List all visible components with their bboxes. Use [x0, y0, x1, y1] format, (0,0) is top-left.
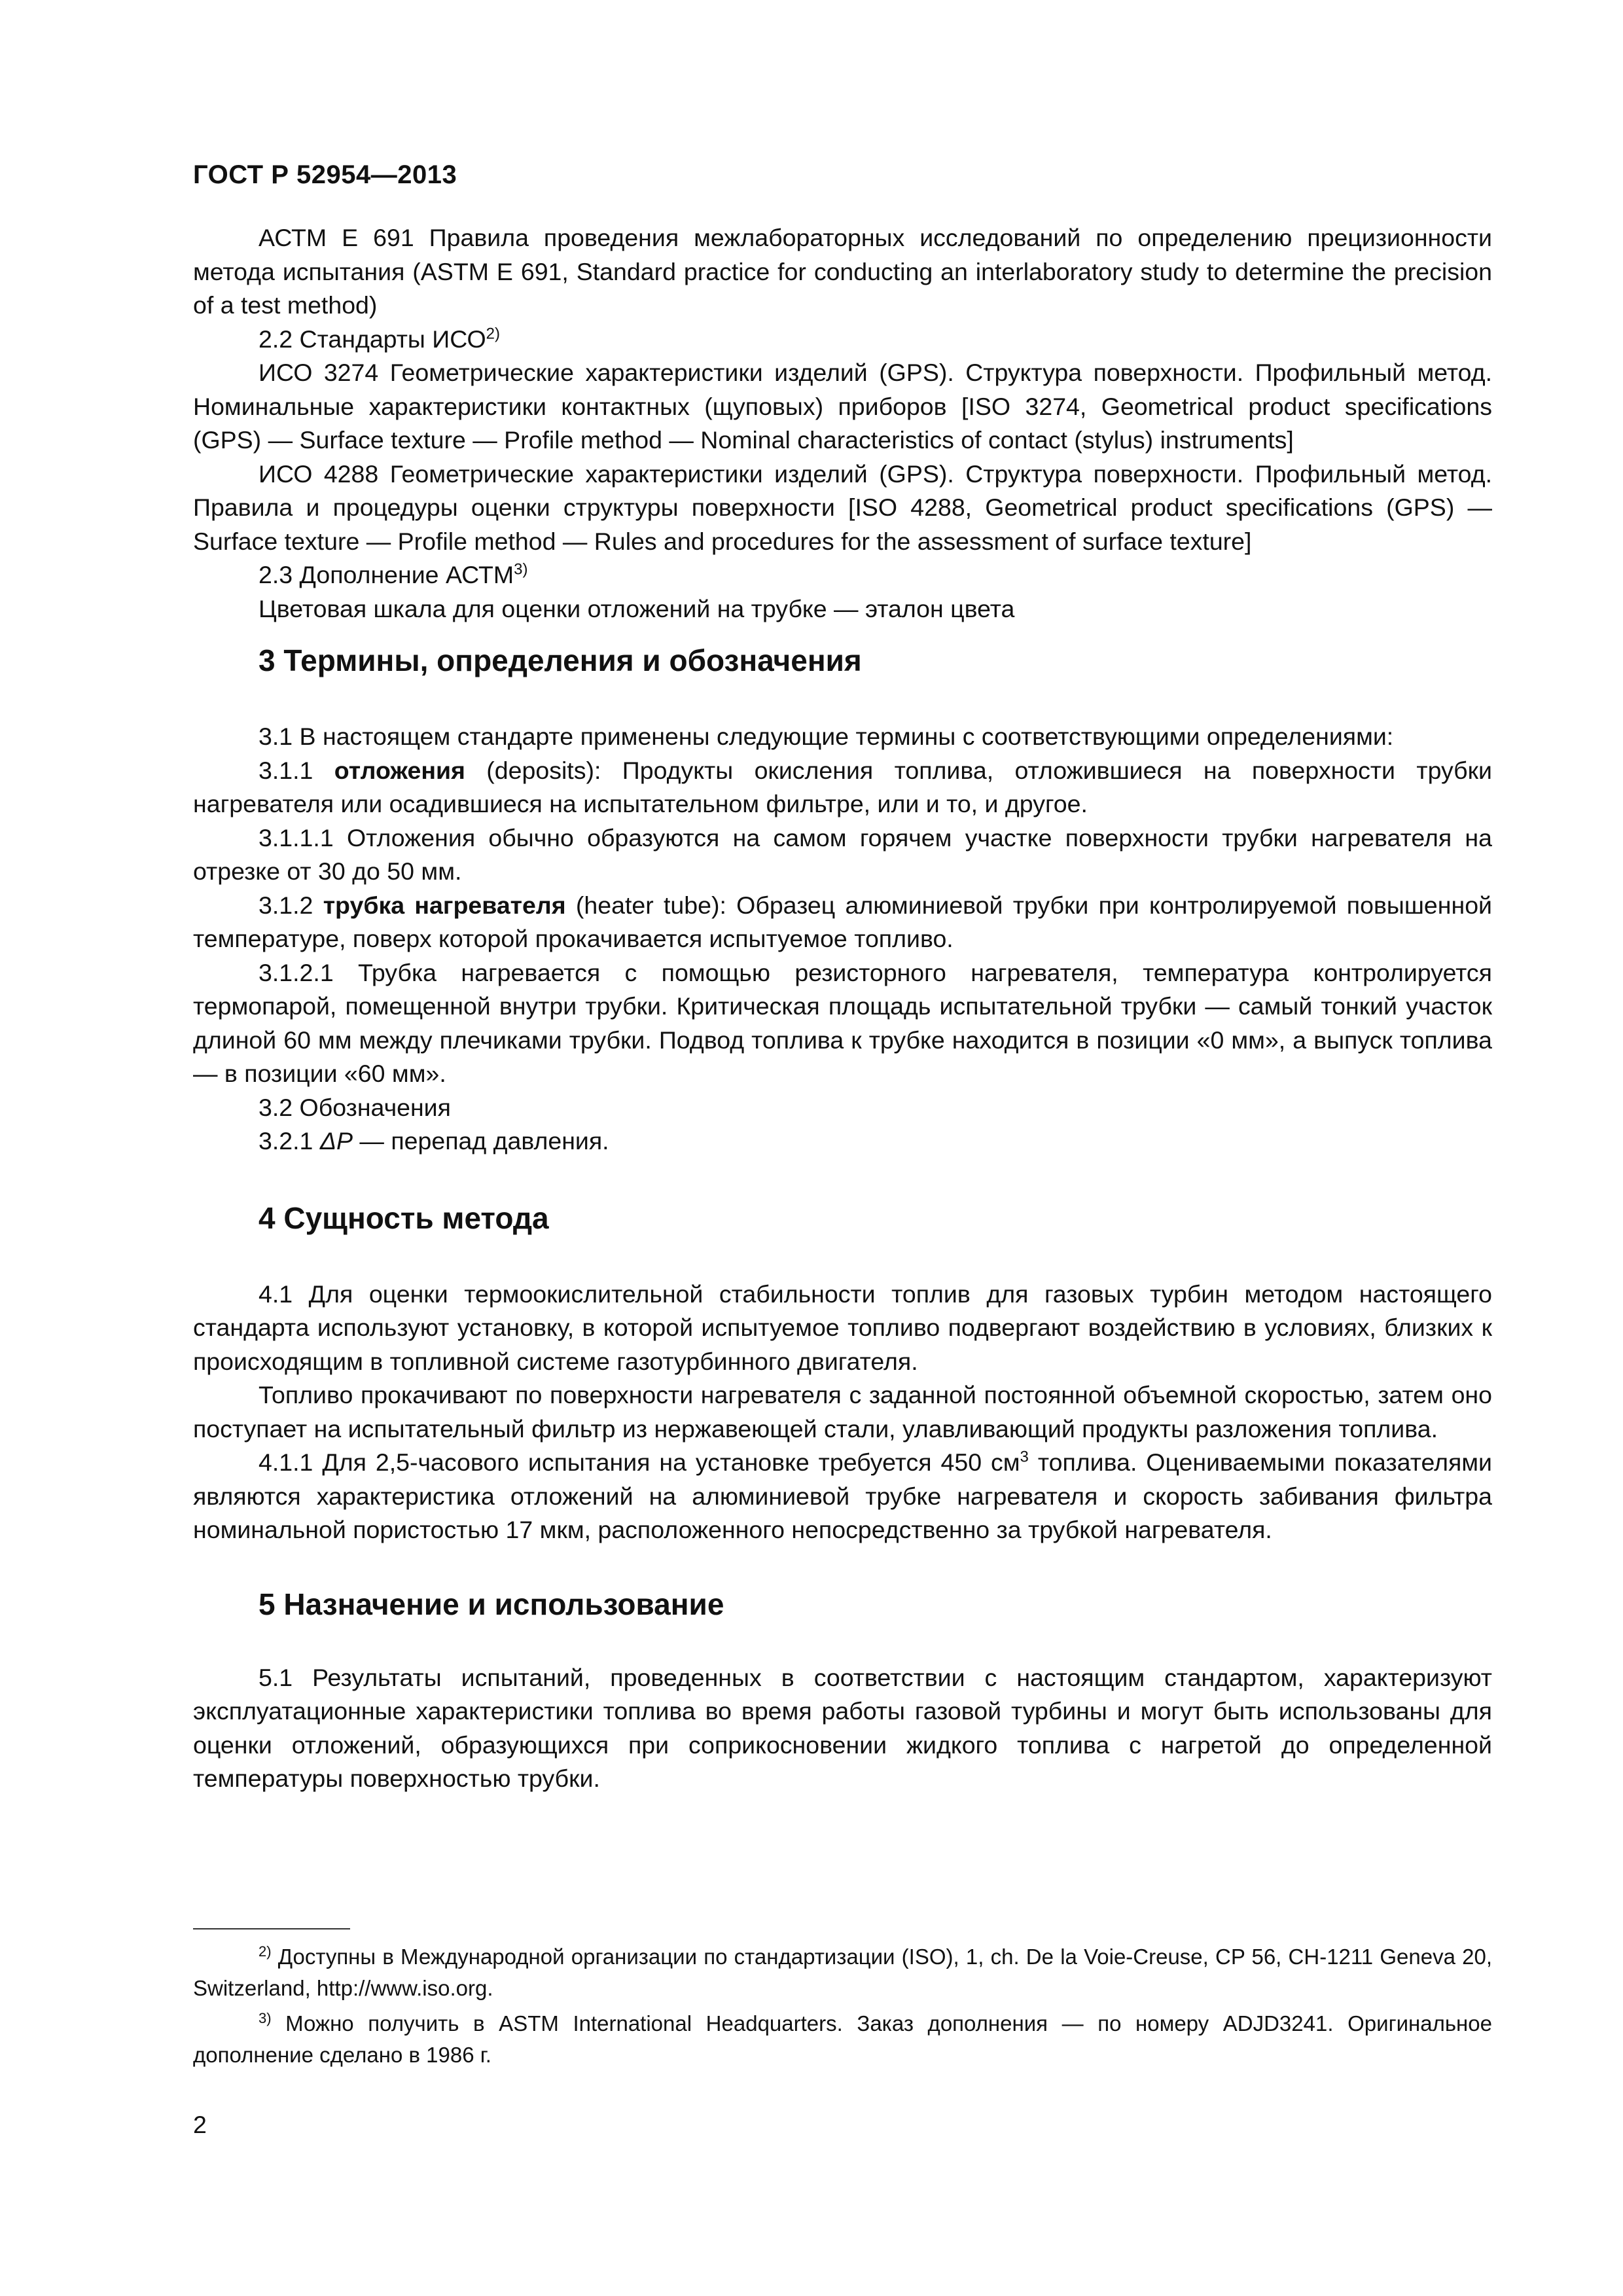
ref-iso-title [193, 323, 1492, 357]
footnote-2-mark: 2) [259, 1943, 272, 1960]
para-4-1-1-end: топлива. Оцениваемыми показателями являются характеристика отложений на алюминиевой трубке нагревателя и скорость забивания фильтра номинальной пористостью 17 мкм, расположенного непосредственно за трубкой нагревателя. [193, 1448, 1492, 1543]
footnote-3-text: Можно получить в ASTM International Headquarters. Заказ дополнения — по номеру ADJD3241. Оригинальное дополнение сделано в 1986 г. [193, 2011, 1492, 2067]
para-3-2-1 [193, 1124, 1492, 1158]
ref-iso-3274: ИСО 3274 Геометрические характеристики изделий (GPS). Структура поверхности. Профильный метод. Номинальные характеристики контактных (щуповых) приборов [ISO 3274, Geometrical product specifications (GPS) — Surface texture — Profile method — Nominal characteristics of contact (stylus) instruments] [193, 359, 1492, 454]
para-3-1-1-definition: (deposits): Продукты окисления топлива, отложившиеся на поверхности трубки нагревателя или осадившиеся на испытательном фильтре, или и то, и другое. [193, 756, 1493, 817]
para-3-2-1-definition: — перепад давления. [353, 1127, 609, 1155]
footnote-ref-3: 3) [514, 560, 528, 579]
para-4-1-1 [193, 1446, 1492, 1547]
para-3-1-2-definition: (heater tube): Образец алюминиевой трубки при контролируемой повышенной температуре, поверх которой прокачивается испытуемое топливо. [193, 891, 1492, 952]
para-4-1: 4.1 Для оценки термоокислительной стабильности топлив для газовых турбин методом настоящего стандарта используют установку, в которой испытуемое топливо подвергают воздействию в условиях, близких к происходящим в топливной системе газотурбинного двигателя. [193, 1280, 1492, 1375]
symbol-delta-p: ΔP [319, 1127, 353, 1155]
para-3-2: 3.2 Обозначения [259, 1093, 451, 1121]
footnote-3-mark: 3) [259, 2010, 272, 2026]
para-4-1-b: Топливо прокачивают по поверхности нагревателя с заданной постоянной объемной скоростью, затем оно поступает на испытательный фильтр из нержавеющей стали, улавливающий продукты разложения топлива. [193, 1381, 1492, 1443]
footnote-2-text: Доступны в Международной организации по стандартизации (ISO), 1, ch. De la Voie-Creuse, CP 56, CH-1211 Geneva 20, Switzerland, http://www.iso.org. [193, 1945, 1492, 2000]
para-3-1: 3.1 В настоящем стандарте применены следующие термины с соответствующими определениями: [259, 723, 1394, 750]
para-3-1-2 [193, 889, 1492, 956]
para-3-1-1 [193, 754, 1492, 821]
ref-astm-e691: АСТМ E 691 Правила проведения межлабораторных исследований по определению прецизионности метода испытания (ASTM E 691, Standard practice for conducting an interlaboratory study to determine the precision of a test method) [193, 224, 1492, 319]
footnote-divider [193, 1928, 350, 1929]
document-header-code: ГОСТ Р 52954—2013 [193, 160, 457, 189]
para-3-1-2-number: 3.1.2 [259, 891, 323, 919]
document-body [193, 221, 1492, 1796]
para-4-1-1-start: 4.1.1 Для 2,5-часового испытания на установке требуется 450 см [259, 1448, 1020, 1476]
section-5-heading: 5 Назначение и использование [259, 1587, 724, 1621]
footnote-2 [193, 1941, 1492, 2004]
footnote-ref-2: 2) [486, 325, 500, 342]
para-5-1: 5.1 Результаты испытаний, проведенных в соответствии с настоящим стандартом, характеризуют эксплуатационные характеристики топлива во время работы газовой турбины и могут быть использованы для оценки отложений, образующихся при соприкосновении жидкого топлива с нагретой до определенной температуры поверхностью трубки. [193, 1663, 1492, 1792]
term-heater-tube: трубка нагревателя [323, 891, 566, 919]
term-deposits: отложения [334, 756, 465, 784]
footnotes [193, 1941, 1492, 2075]
section-3-heading: 3 Термины, определения и обозначения [259, 643, 862, 677]
page-number: 2 [193, 2111, 207, 2138]
para-3-2-1-number: 3.2.1 [259, 1127, 320, 1155]
unit-cubic-sup: 3 [1020, 1448, 1029, 1466]
ref-iso-title-text: 2.2 Стандарты ИСО [259, 325, 486, 353]
para-3-1-1-1: 3.1.1.1 Отложения обычно образуются на самом горячем участке поверхности трубки нагревателя на отрезке от 30 до 50 мм. [193, 823, 1492, 885]
ref-iso-4288: ИСО 4288 Геометрические характеристики изделий (GPS). Структура поверхности. Профильный метод. Правила и процедуры оценки структуры поверхности [ISO 4288, Geometrical product specifications (GPS) — Surface texture — Profile method — Rules and procedures for the assessment of surface texture] [193, 459, 1492, 555]
para-3-1-2-1: 3.1.2.1 Трубка нагревается с помощью резисторного нагревателя, температура контролируется термопарой, помещенной внутри трубки. Критическая площадь испытательной трубки — самый тонкий участок длиной 60 мм между плечиками трубки. Подвод топлива к трубке находится в позиции «0 мм», а выпуск топлива — в позиции «60 мм». [193, 958, 1492, 1087]
ref-astm-supp-title-text: 2.3 Дополнение АСТМ [259, 561, 514, 588]
footnote-3 [193, 2008, 1492, 2071]
ref-astm-supp-text: Цветовая шкала для оценки отложений на трубке — эталон цвета [259, 594, 1015, 622]
section-4-heading: 4 Сущность метода [259, 1200, 549, 1235]
para-3-1-1-number: 3.1.1 [259, 756, 334, 784]
ref-astm-supp-title [193, 558, 1492, 592]
